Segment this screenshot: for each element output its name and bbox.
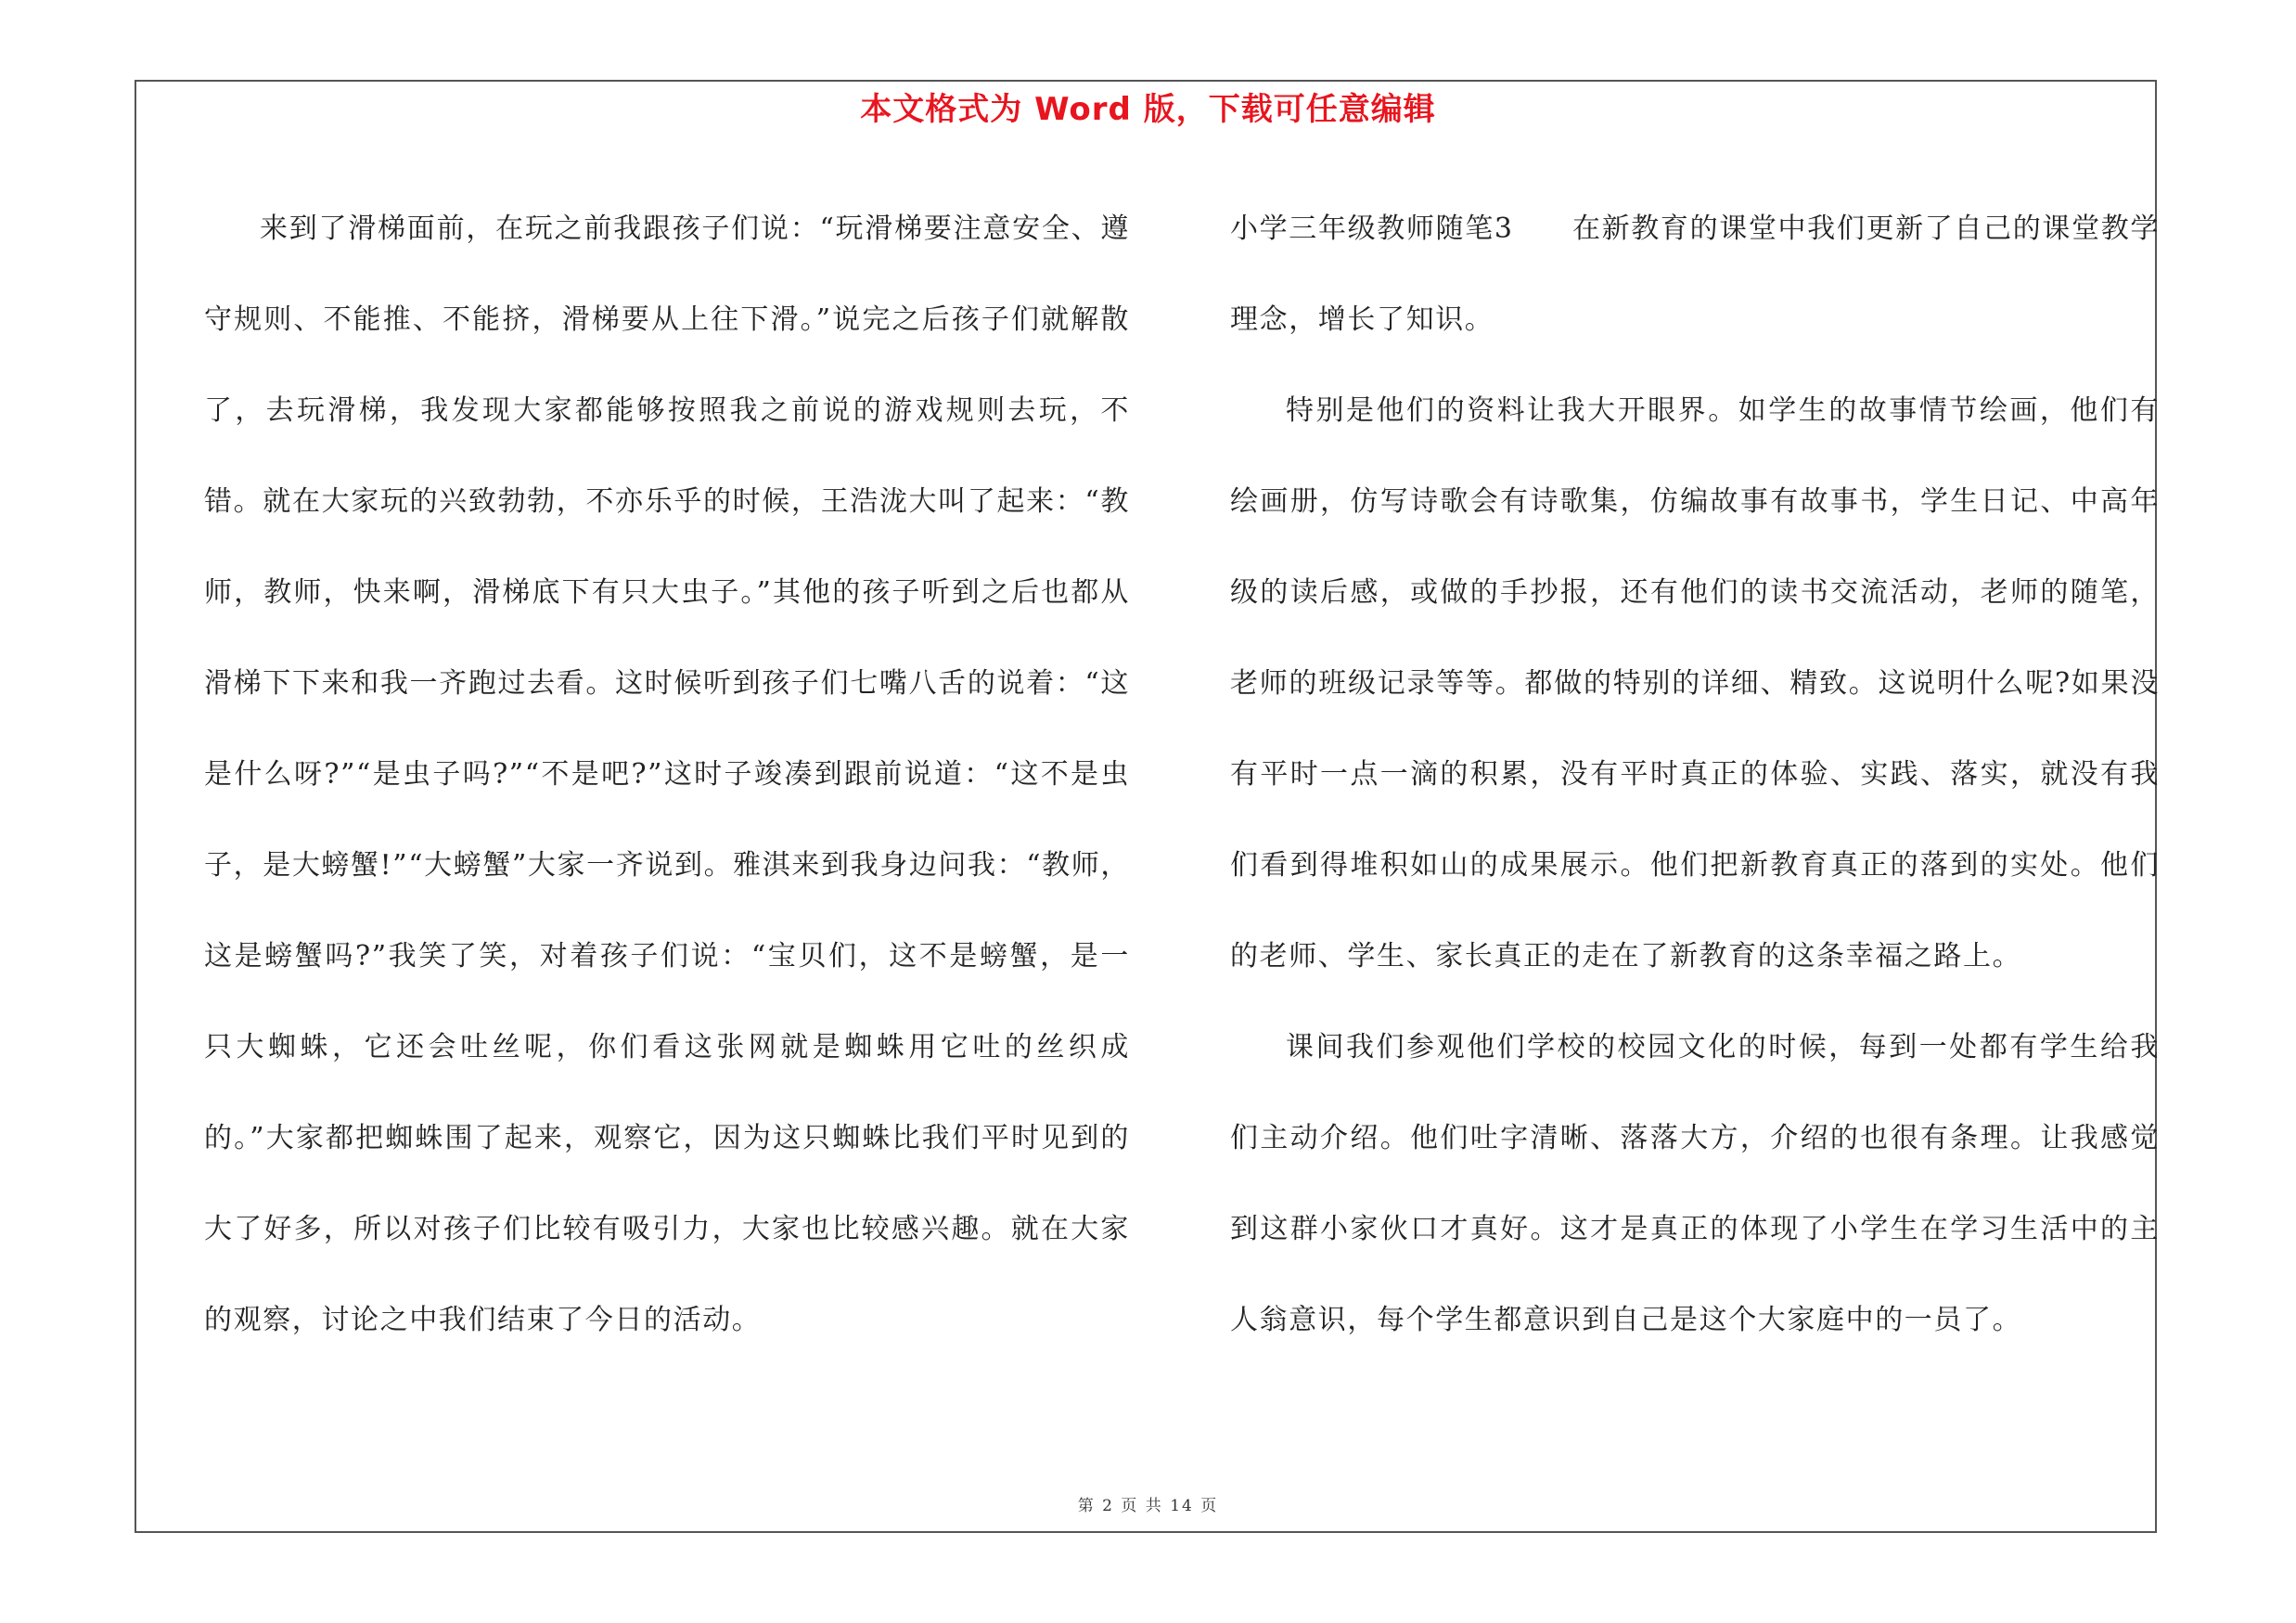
right-paragraph-heading: 小学三年级教师随笔3 在新教育的课堂中我们更新了自己的课堂教学理念，增长了知识。 (1230, 213, 2160, 336)
left-column (204, 184, 1130, 1366)
format-banner: 本文格式为 Word 版，下载可任意编辑 (860, 91, 1436, 128)
right-column (1230, 184, 2160, 1366)
right-paragraph-3: 课间我们参观他们学校的校园文化的时候，每到一处都有学生给我们主动介绍。他们吐字清晰、落落大方，介绍的也很有条理。让我感觉到这群小家伙口才真好。这才是真正的体现了小学生在学习生活中的主人翁意识，每个学生都意识到自己是这个大家庭中的一员了。 (1230, 1031, 2160, 1336)
right-paragraph-2: 特别是他们的资料让我大开眼界。如学生的故事情节绘画，他们有绘画册，仿写诗歌会有诗歌集，仿编故事有故事书，学生日记、中高年级的读后感，或做的手抄报，还有他们的读书交流活动，老师的随笔，老师的班级记录等等。都做的特别的详细、精致。这说明什么呢?如果没有平时一点一滴的积累，没有平时真正的体验、实践、落实，就没有我们看到得堆积如山的成果展示。他们把新教育真正的落到的实处。他们的老师、学生、家长真正的走在了新教育的这条幸福之路上。 (1230, 394, 2160, 973)
page-number-footer: 第 2 页 共 14 页 (1077, 1497, 1219, 1515)
left-paragraph-1: 来到了滑梯面前，在玩之前我跟孩子们说：“玩滑梯要注意安全、遵守规则、不能推、不能挤，滑梯要从上往下滑。”说完之后孩子们就解散了，去玩滑梯，我发现大家都能够按照我之前说的游戏规则去玩，不错。就在大家玩的兴致勃勃，不亦乐乎的时候，王浩泷大叫了起来：“教师，教师，快来啊，滑梯底下有只大虫子。”其他的孩子听到之后也都从滑梯下下来和我一齐跑过去看。这时候听到孩子们七嘴八舌的说着：“这是什么呀?”“是虫子吗?”“不是吧?”这时子竣凑到跟前说道：“这不是虫子，是大螃蟹!”“大螃蟹”大家一齐说到。雅淇来到我身边问我：“教师，这是螃蟹吗?”我笑了笑，对着孩子们说：“宝贝们，这不是螃蟹，是一只大蜘蛛，它还会吐丝呢，你们看这张网就是蜘蛛用它吐的丝织成的。”大家都把蜘蛛围了起来，观察它，因为这只蜘蛛比我们平时见到的大了好多，所以对孩子们比较有吸引力，大家也比较感兴趣。就在大家的观察，讨论之中我们结束了今日的活动。 (204, 213, 1130, 1336)
